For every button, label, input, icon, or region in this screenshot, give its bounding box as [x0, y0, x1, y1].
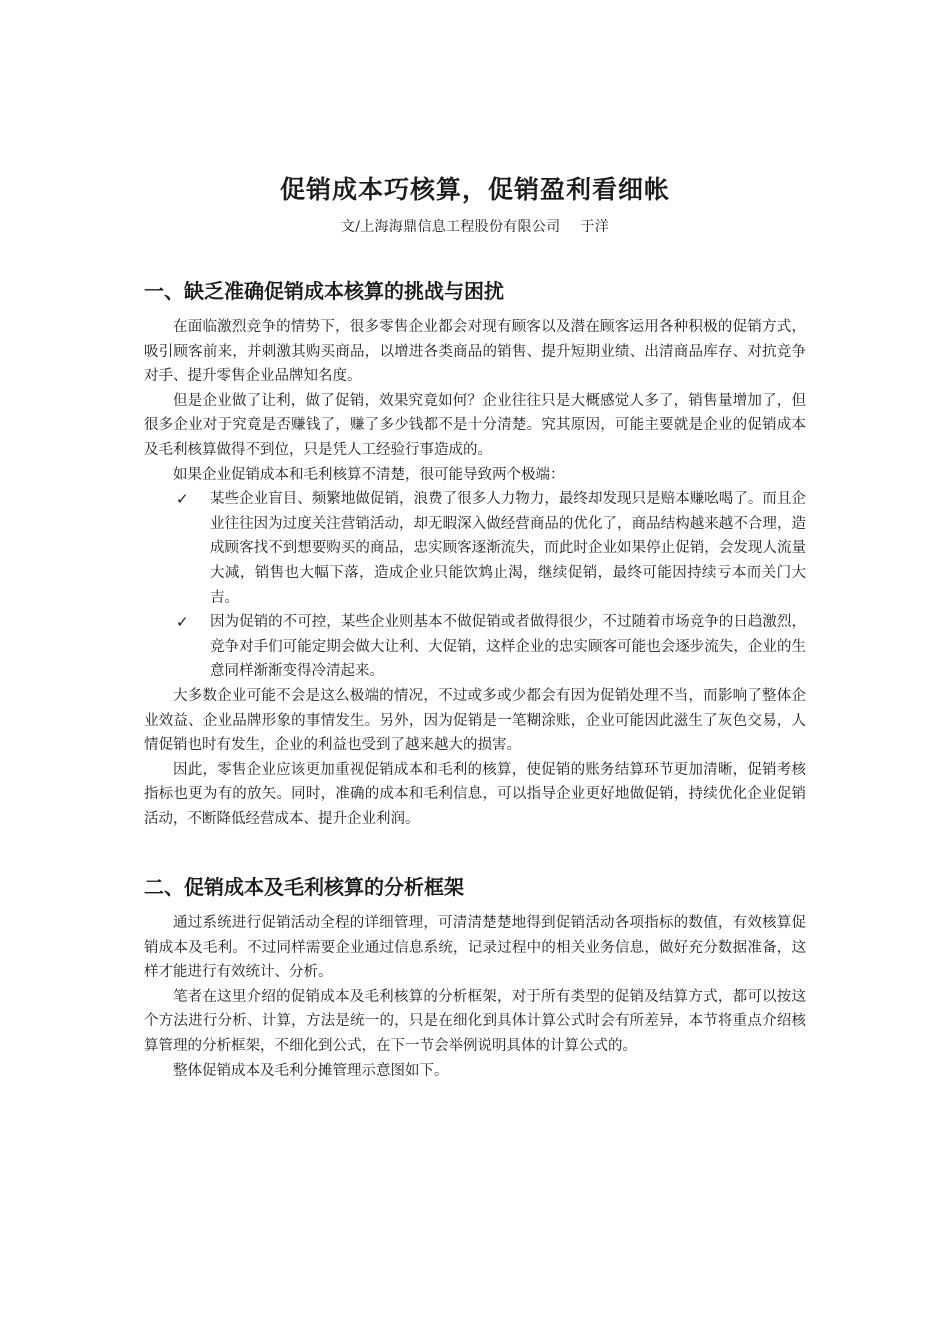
section2-paragraph-3: 整体促销成本及毛利分摊管理示意图如下。	[173, 1062, 449, 1079]
byline-author: 于洋	[580, 219, 610, 235]
bullet-item	[144, 610, 806, 684]
checkmark-icon: ✓	[176, 490, 189, 509]
byline	[0, 216, 950, 238]
section1-heading: 一、缺乏准确促销成本核算的挑战与困扰	[144, 279, 504, 303]
document-title: 促销成本巧核算，促销盈利看细帐	[279, 175, 670, 204]
section2-body	[144, 911, 806, 1083]
bullet-item	[144, 487, 806, 610]
section1-body	[144, 315, 806, 831]
section2-heading: 二、促销成本及毛利核算的分析框架	[144, 875, 464, 899]
section1-paragraph-5: 因此，零售企业应该更加重视促销成本和毛利的核算，使促销的账务结算环节更加清晰，促销考核指标也更为有的放矢。同时，准确的成本和毛利信息，可以指导企业更好地做促销，持续优化企业促销活动，不断降低经营成本、提升企业利润。	[144, 761, 806, 827]
section2-paragraph-2: 笔者在这里介绍的促销成本及毛利核算的分析框架，对于所有类型的促销及结算方式，都可以按这个方法进行分析、计算，方法是统一的，只是在细化到具体计算公式时会有所差异，本节将重点介绍核算管理的分析框架，不细化到公式，在下一节会举例说明具体的计算公式的。	[144, 988, 806, 1054]
section1-paragraph-1: 在面临激烈竞争的情势下，很多零售企业都会对现有顾客以及潜在顾客运用各种积极的促销方式，吸引顾客前来，并刺激其购买商品，以增进各类商品的销售、提升短期业绩、出清商品库存、对抗竞争对手、提升零售企业品牌知名度。	[144, 319, 806, 385]
checkmark-icon: ✓	[176, 613, 189, 632]
section1-paragraph-2: 但是企业做了让利，做了促销，效果究竟如何？企业往往只是大概感觉人多了，销售量增加了，但很多企业对于究竟是否赚钱了，赚了多少钱都不是十分清楚。究其原因，可能主要就是企业的促销成本及毛利核算做得不到位，只是凭人工经验行事造成的。	[144, 392, 806, 458]
section1-paragraph-4: 大多数企业可能不会是这么极端的情况，不过或多或少都会有因为促销处理不当，而影响了整体企业效益、企业品牌形象的事情发生。另外，因为促销是一笔糊涂账，企业可能因此滋生了灰色交易，人情促销也时有发生，企业的利益也受到了越来越大的损害。	[144, 687, 806, 754]
section1-paragraph-3: 如果企业促销成本和毛利核算不清楚，很可能导致两个极端：	[173, 466, 565, 483]
byline-organization: 文/上海海鼎信息工程股份有限公司	[340, 219, 561, 235]
bullet-text: 某些企业盲目、频繁地做促销，浪费了很多人力物力，最终却发现只是赔本赚吆喝了。而且企业往往因为过度关注营销活动，却无暇深入做经营商品的优化了，商品结构越来越不合理，造成顾客找不到想要购买的商品，忠实顾客逐渐流失，而此时企业如果停止促销，会发现人流量大减，销售也大幅下落，造成企业只能饮鸩止渴，继续促销，最终可能因持续亏本而关门大吉。	[210, 491, 806, 606]
section2-paragraph-1: 通过系统进行促销活动全程的详细管理，可清清楚楚地得到促销活动各项指标的数值，有效核算促销成本及毛利。不过同样需要企业通过信息系统，记录过程中的相关业务信息，做好充分数据准备，这样才能进行有效统计、分析。	[144, 915, 806, 981]
bullet-text: 因为促销的不可控，某些企业则基本不做促销或者做得很少，不过随着市场竞争的日趋激烈，竞争对手们可能定期会做大让利、大促销，这样企业的忠实顾客可能也会逐步流失，企业的生意同样渐渐变得冷清起来。	[210, 614, 806, 680]
